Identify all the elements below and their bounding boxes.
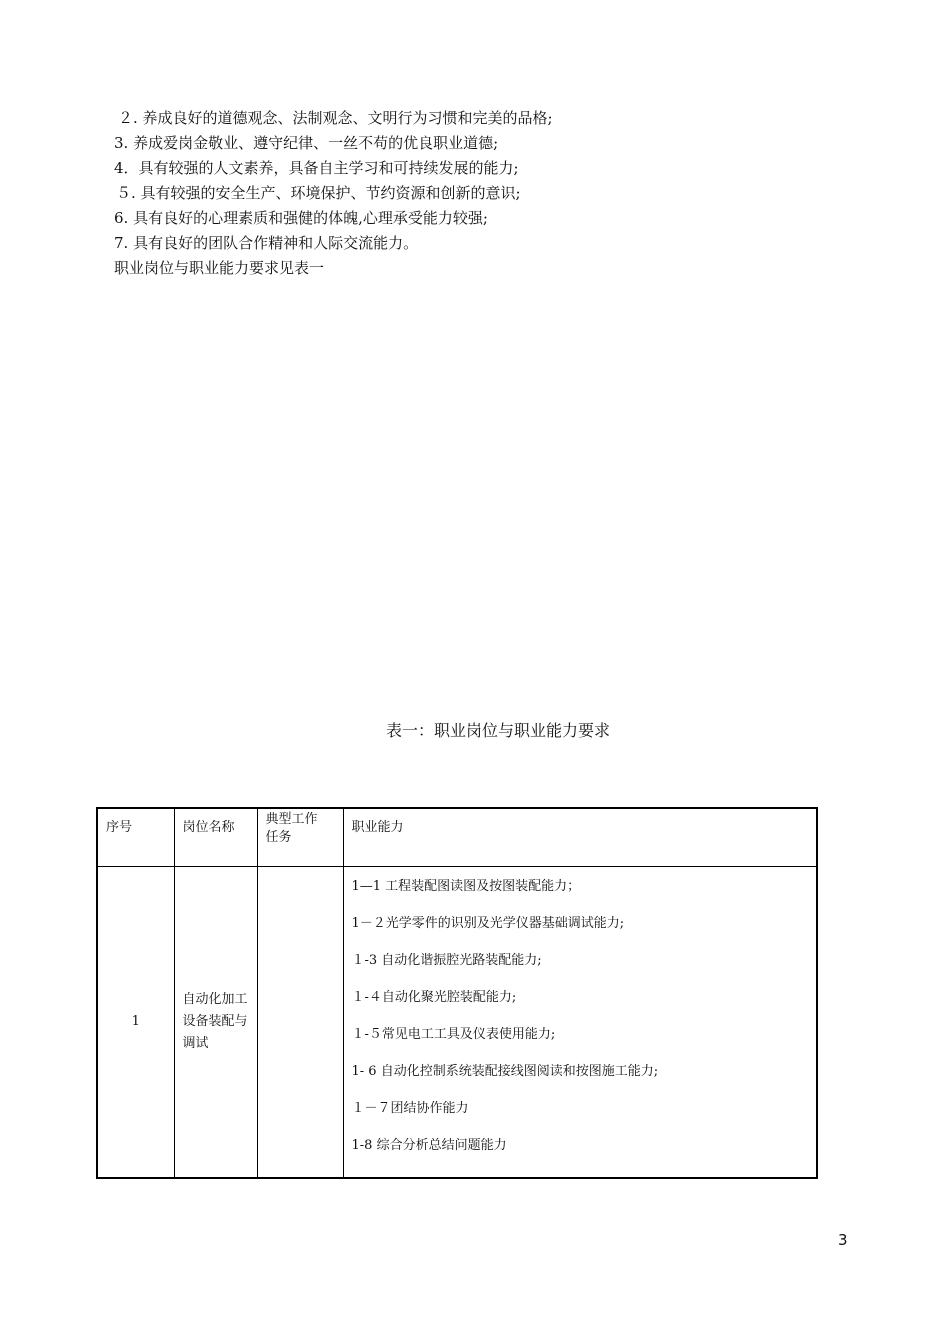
row-abilities bbox=[343, 866, 817, 1178]
ability-item: １-５常见电工工具及仪表使用能力; bbox=[351, 1026, 556, 1042]
intro-line-6: 6. 具有良好的心理素质和强健的体魄,心理承受能力较强; bbox=[114, 209, 488, 227]
ability-item: 1- 6 自动化控制系统装配接线图阅读和按图施工能力; bbox=[351, 1063, 659, 1079]
header-position-name: 岗位名称 bbox=[174, 808, 257, 866]
ability-item: １-４自动化聚光腔装配能力; bbox=[351, 989, 517, 1005]
ability-item: １-3 自动化谐振腔光路装配能力; bbox=[351, 952, 542, 968]
table-row bbox=[97, 866, 817, 1178]
table-caption: 表一：职业岗位与职业能力要求 bbox=[385, 721, 610, 740]
table-header-row bbox=[97, 808, 817, 866]
header-abilities: 职业能力 bbox=[343, 808, 817, 866]
intro-line-2: ２. 养成良好的道德观念、法制观念、文明行为习惯和完美的品格; bbox=[118, 109, 553, 127]
header-typical-task: 典型工作任务 bbox=[257, 808, 343, 866]
table-reference-line: 职业岗位与职业能力要求见表一 bbox=[114, 259, 325, 277]
intro-line-5: ５. 具有较强的安全生产、环境保护、节约资源和创新的意识; bbox=[116, 184, 521, 202]
ability-item: 1—1 工程装配图读图及按图装配能力； bbox=[351, 878, 581, 894]
row-index: 1 bbox=[97, 866, 174, 1178]
row-position-name: 自动化加工设备装配与调试 bbox=[174, 866, 257, 1178]
header-index: 序号 bbox=[97, 808, 174, 866]
row-typical-task bbox=[257, 866, 343, 1178]
page-number: 3 bbox=[838, 1231, 848, 1249]
ability-item: 1－２光学零件的识别及光学仪器基础调试能力; bbox=[351, 915, 625, 931]
ability-item: １－７团结协作能力 bbox=[351, 1100, 469, 1116]
intro-line-7: 7. 具有良好的团队合作精神和人际交流能力。 bbox=[114, 234, 419, 252]
job-abilities-table bbox=[96, 807, 818, 1179]
intro-line-4: 4．具有较强的人文素养，具备自主学习和可持续发展的能力; bbox=[114, 159, 519, 177]
ability-item: 1-8 综合分析总结问题能力 bbox=[351, 1137, 507, 1153]
intro-line-3: 3. 养成爱岗金敬业、遵守纪律、一丝不苟的优良职业道德; bbox=[114, 134, 499, 152]
